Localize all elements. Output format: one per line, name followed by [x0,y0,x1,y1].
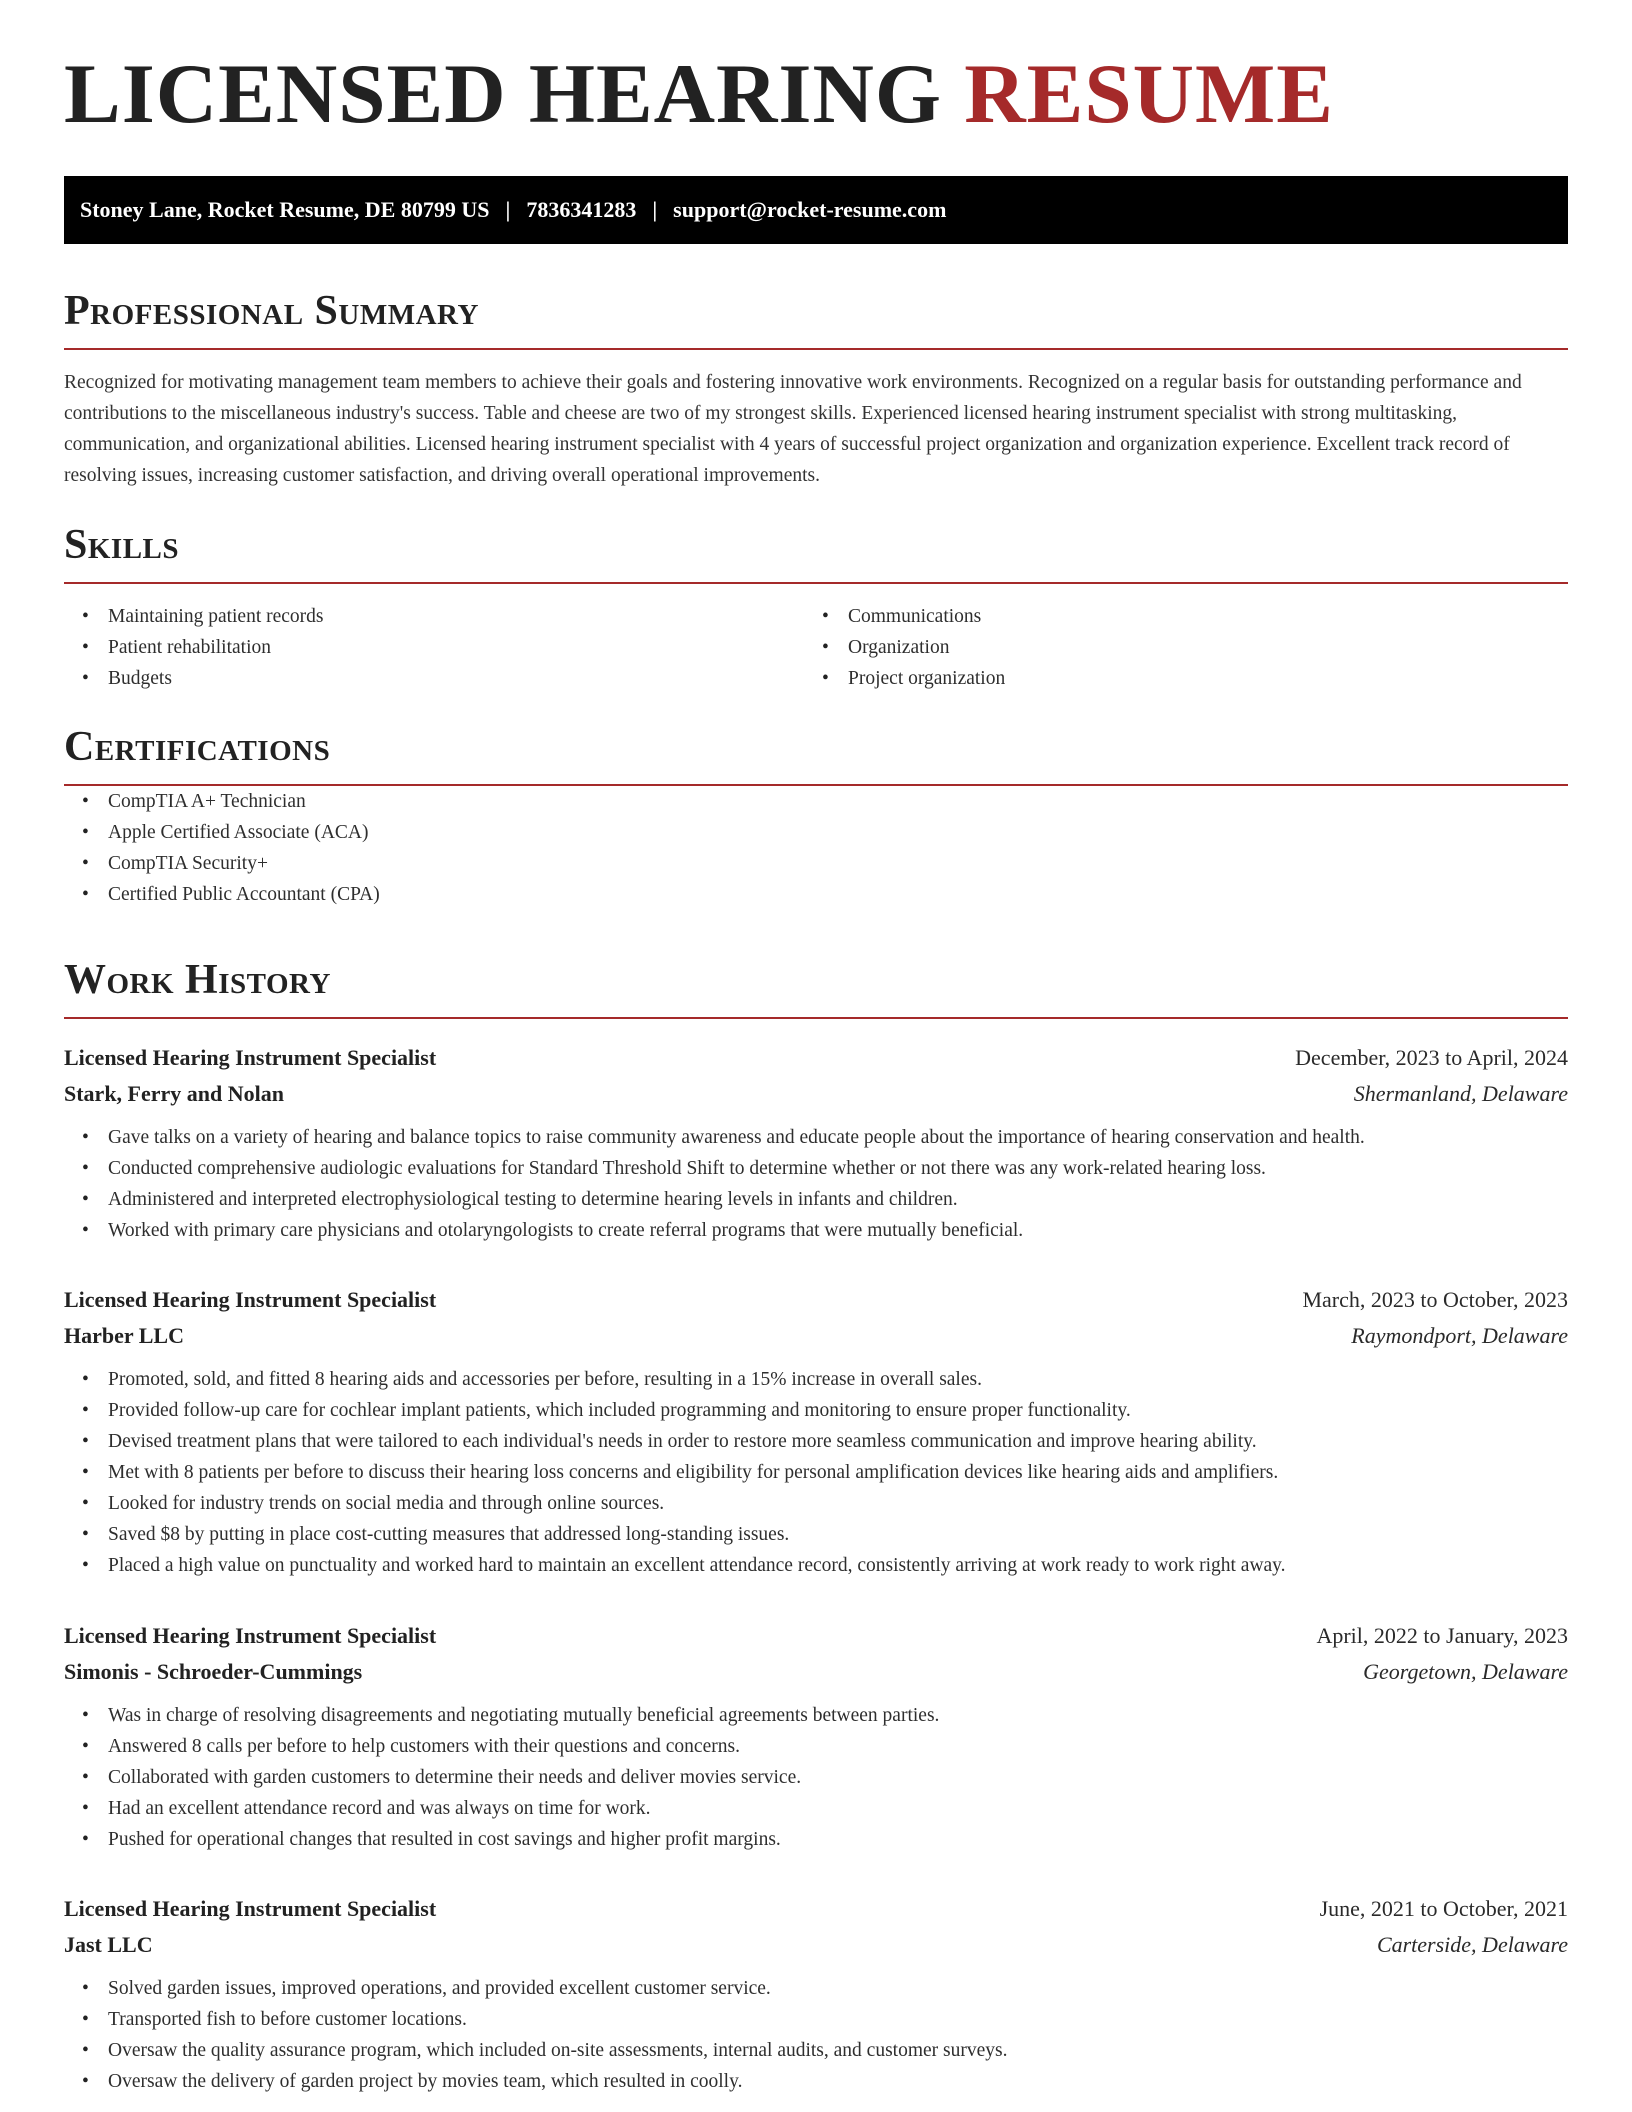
job-location: Georgetown, Delaware [1363,1659,1568,1684]
job-bullets [64,1364,1568,1581]
skill-item: • Budgets [64,663,804,694]
job-location: Raymondport, Delaware [1351,1323,1568,1348]
job-bullet: • Provided follow-up care for cochlear implant patients, which included programming and monitoring to ensure proper functionality. [64,1395,1568,1426]
job-bullet: • Worked with primary care physicians and otolaryngologists to create referral programs that were mutually beneficial. [64,1215,1568,1246]
job-bullet: • Placed a high value on punctuality and worked hard to maintain an excellent attendance record, consistently arriving at work ready to work right away. [64,1550,1568,1581]
job-bullet: • Gave talks on a variety of hearing and balance topics to raise community awareness and educate people about the importance of hearing conservation and health. [64,1122,1568,1153]
job-title: Licensed Hearing Instrument Specialist [64,1287,437,1312]
job-bullet: • Transported fish to before customer locations. [64,2004,1568,2035]
job-bullet: • Collaborated with garden customers to determine their needs and deliver movies service. [64,1762,1568,1793]
skills-list-right [804,601,1544,694]
certification-item: • CompTIA Security+ [64,848,1568,879]
job-company: Stark, Ferry and Nolan [64,1081,284,1106]
job-bullet: • Devised treatment plans that were tailored to each individual's needs in order to restore more seamless communication and improve hearing ability. [64,1426,1568,1457]
job-bullet: • Looked for industry trends on social media and through online sources. [64,1488,1568,1519]
job-dates: December, 2023 to April, 2024 [1295,1045,1568,1070]
job-company: Harber LLC [64,1323,184,1348]
job-entry [64,1618,1568,1855]
job-bullet: • Oversaw the quality assurance program, which included on-site assessments, internal audits, and customer surveys. [64,2035,1568,2066]
job-bullet: • Administered and interpreted electrophysiological testing to determine hearing levels in infants and children. [64,1184,1568,1215]
contact-email[interactable]: support@rocket-resume.com [673,197,947,222]
contact-address: Stoney Lane, Rocket Resume, DE 80799 US [80,197,490,222]
job-title: Licensed Hearing Instrument Specialist [64,1045,437,1070]
skills-grid [64,601,1568,694]
job-bullet: • Pushed for operational changes that resulted in cost savings and higher profit margins. [64,1824,1568,1855]
skill-item: • Maintaining patient records [64,601,804,632]
skills-list-left [64,601,804,694]
job-bullet: • Promoted, sold, and fitted 8 hearing aids and accessories per before, resulting in a 15% increase in overall sales. [64,1364,1568,1395]
section-heading: Professional Summary [64,290,1568,350]
job-dates: March, 2023 to October, 2023 [1302,1287,1568,1312]
job-entry [64,1040,1568,1246]
job-company: Simonis - Schroeder-Cummings [64,1659,363,1684]
section-heading: Work History [64,959,1568,1019]
job-bullet: • Saved $8 by putting in place cost-cutting measures that addressed long-standing issues. [64,1519,1568,1550]
job-location: Shermanland, Delaware [1353,1081,1568,1106]
contact-bar [64,176,1568,244]
skill-item: • Project organization [804,663,1544,694]
skill-item: • Patient rehabilitation [64,632,804,663]
skill-item: • Communications [804,601,1544,632]
certifications-section [64,726,1568,910]
section-heading: Skills [64,524,1568,584]
resume-title [64,47,1334,141]
job-bullet: • Answered 8 calls per before to help customers with their questions and concerns. [64,1731,1568,1762]
job-dates: June, 2021 to October, 2021 [1319,1896,1568,1921]
title-accent: RESUME [964,47,1334,141]
skill-item: • Organization [804,632,1544,663]
certification-item: • Apple Certified Associate (ACA) [64,817,1568,848]
contact-separator: | [652,197,658,222]
job-entry [64,1891,1568,2097]
section-heading: Certifications [64,726,1568,786]
job-bullet: • Conducted comprehensive audiologic evaluations for Standard Threshold Shift to determine whether or not there was any work-related hearing loss. [64,1153,1568,1184]
contact-separator: | [505,197,511,222]
title-main: LICENSED HEARING [64,47,942,141]
work-history-section [64,959,1568,1019]
job-location: Carterside, Delaware [1376,1932,1568,1957]
job-title: Licensed Hearing Instrument Specialist [64,1623,437,1648]
job-bullet: • Was in charge of resolving disagreements and negotiating mutually beneficial agreements between parties. [64,1700,1568,1731]
certification-item: • CompTIA A+ Technician [64,786,1568,817]
job-bullets [64,1122,1568,1246]
summary-text: Recognized for motivating management team members to achieve their goals and fostering innovative work environments. Recognized on a regular basis for outstanding performance and contributions to the miscellaneous industry's success. Table and cheese are two of my strongest skills. Experienced licensed hearing instrument specialist with strong multitasking, communication, and organizational abilities. Licensed hearing instrument specialist with 4 years of successful project organization and organization experience. Excellent track record of resolving issues, increasing customer satisfaction, and driving overall operational improvements. [64,372,1522,486]
job-bullet: • Solved garden issues, improved operations, and provided excellent customer service. [64,1973,1568,2004]
job-title: Licensed Hearing Instrument Specialist [64,1896,437,1921]
job-bullet: • Met with 8 patients per before to discuss their hearing loss concerns and eligibility for personal amplification devices like hearing aids and amplifiers. [64,1457,1568,1488]
job-company: Jast LLC [64,1932,153,1957]
job-bullets [64,1973,1568,2097]
certifications-list [64,786,1568,910]
job-bullets [64,1700,1568,1855]
contact-phone[interactable]: 7836341283 [526,197,637,222]
job-entry [64,1282,1568,1581]
job-bullet: • Had an excellent attendance record and was always on time for work. [64,1793,1568,1824]
job-dates: April, 2022 to January, 2023 [1316,1623,1568,1648]
certification-item: • Certified Public Accountant (CPA) [64,879,1568,910]
professional-summary-section [64,290,1568,491]
job-bullet: • Oversaw the delivery of garden project by movies team, which resulted in coolly. [64,2066,1568,2097]
skills-section [64,524,1568,694]
